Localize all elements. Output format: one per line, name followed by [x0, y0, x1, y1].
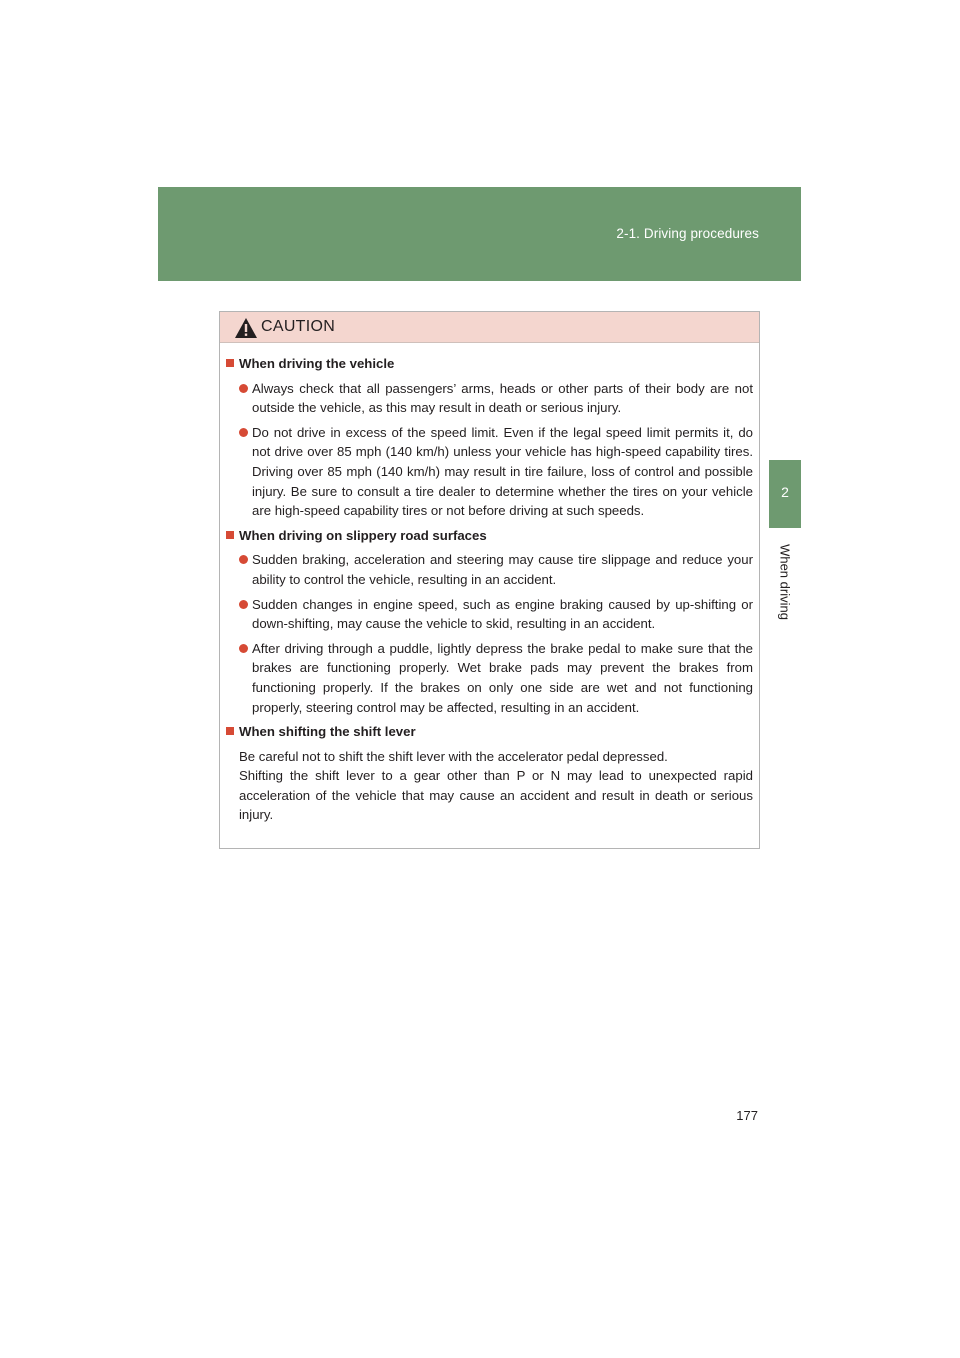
- section-title: 2-1. Driving procedures: [616, 226, 759, 241]
- list-item-text: Sudden changes in engine speed, such as engine braking caused by up-shifting or down-shifting, may cause the vehicle to skid, resulting in an accident.: [252, 596, 753, 632]
- page-number: 177: [736, 1108, 758, 1123]
- section-heading-text: When driving the vehicle: [239, 356, 395, 371]
- caution-box: [219, 311, 760, 849]
- section-heading-text: When shifting the shift lever: [239, 724, 416, 740]
- square-bullet-icon: [226, 359, 234, 367]
- caution-body: [220, 343, 759, 825]
- chapter-number: 2: [781, 484, 789, 500]
- list-item-text: After driving through a puddle, lightly depress the brake pedal to make sure that the brakes are functioning properly. Wet brake pads may prevent the brakes from functioning properly. If the brakes on only one side are wet and not functioning properly, steering control may be affected, resulting in an accident.: [252, 640, 753, 715]
- list-item: [226, 550, 753, 589]
- round-bullet-icon: [239, 428, 248, 437]
- list-item-text: Do not drive in excess of the speed limit. Even if the legal speed limit permits it, do not drive over 85 mph (140 km/h) unless your vehicle has high-speed capability tires. Driving over 85 mph (140 km/h) may result in tire failure, loss of control and possible injury. Be sure to consult a tire dealer to determine whether the tires on your vehicle are high-speed capability tires or not before driving at such speeds.: [252, 424, 753, 519]
- square-bullet-icon: [226, 727, 234, 735]
- paragraph: Be careful not to shift the shift lever with the accelerator pedal depressed.: [239, 748, 668, 764]
- header-band: [158, 187, 801, 281]
- caution-header: [220, 312, 759, 343]
- list-item: [226, 595, 753, 634]
- chapter-label: When driving: [777, 544, 793, 620]
- caution-title: CAUTION: [261, 318, 336, 335]
- list-item-text: Sudden braking, acceleration and steering may cause tire slippage and reduce your ability to control the vehicle, resulting in an accident.: [252, 552, 753, 587]
- section-heading-text: When driving on slippery road surfaces: [239, 527, 487, 543]
- list-item: [226, 379, 753, 418]
- warning-triangle-icon: [234, 317, 258, 339]
- round-bullet-icon: [239, 555, 248, 564]
- list-item: [226, 639, 753, 717]
- round-bullet-icon: [239, 384, 248, 393]
- section-heading: [226, 526, 753, 546]
- list-item: [226, 423, 753, 521]
- square-bullet-icon: [226, 531, 234, 539]
- round-bullet-icon: [239, 600, 248, 609]
- section-heading: [226, 354, 753, 374]
- chapter-tab: [769, 460, 801, 528]
- round-bullet-icon: [239, 644, 248, 653]
- paragraph: Shifting the shift lever to a gear other than P or N may lead to unexpected rapid acceleration of the vehicle that may cause an accident and result in death or serious injury.: [239, 768, 753, 823]
- list-item-text: Always check that all passengers’ arms, heads or other parts of their body are not outside the vehicle, as this may result in death or serious injury.: [252, 380, 753, 416]
- section-heading: [226, 722, 753, 742]
